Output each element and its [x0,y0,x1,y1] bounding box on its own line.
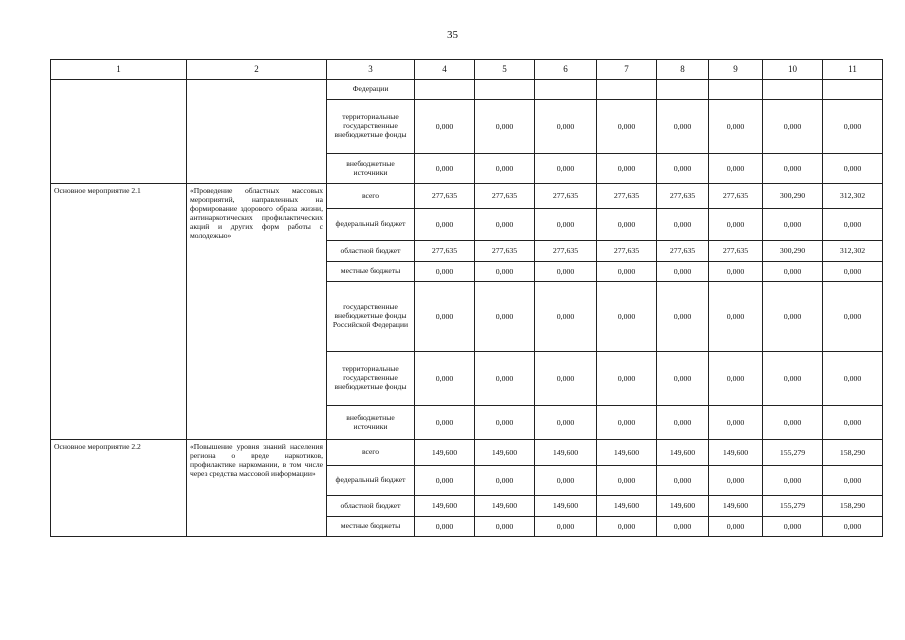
funding-value: 0,000 [597,282,657,352]
funding-value: 277,635 [475,184,535,209]
funding-table [50,59,883,537]
funding-value: 0,000 [475,262,535,282]
event-name: Основное мероприятие 2.1 [51,184,187,440]
column-header: 7 [597,60,657,80]
table-row [51,440,883,466]
funding-source: внебюджетные источники [327,154,415,184]
funding-value: 0,000 [823,154,883,184]
funding-value [763,80,823,100]
funding-value: 0,000 [763,154,823,184]
funding-value: 277,635 [657,184,709,209]
funding-source: территориальные государственные внебюджетные фонды [327,352,415,406]
funding-value: 277,635 [709,184,763,209]
column-header: 6 [535,60,597,80]
funding-value: 149,600 [475,496,535,517]
funding-value: 0,000 [535,262,597,282]
funding-value: 149,600 [709,440,763,466]
funding-source: всего [327,440,415,466]
funding-value: 0,000 [657,352,709,406]
funding-value: 0,000 [823,262,883,282]
funding-value: 0,000 [657,466,709,496]
funding-value [709,80,763,100]
funding-value: 0,000 [597,517,657,537]
funding-value: 0,000 [597,209,657,241]
funding-value: 312,302 [823,241,883,262]
table-row [51,184,883,209]
funding-value: 0,000 [535,154,597,184]
funding-source: федеральный бюджет [327,466,415,496]
funding-value: 149,600 [597,496,657,517]
funding-value: 277,635 [415,241,475,262]
funding-source: государственные внебюджетные фонды Российской Федерации [327,282,415,352]
funding-value: 0,000 [597,100,657,154]
funding-value: 0,000 [535,517,597,537]
funding-value: 312,302 [823,184,883,209]
funding-source: местные бюджеты [327,517,415,537]
column-header: 1 [51,60,187,80]
funding-value: 0,000 [823,517,883,537]
funding-value: 0,000 [475,282,535,352]
funding-value: 0,000 [709,100,763,154]
funding-source: местные бюджеты [327,262,415,282]
column-header: 11 [823,60,883,80]
funding-value: 0,000 [763,406,823,440]
funding-value [415,80,475,100]
funding-value: 0,000 [823,100,883,154]
funding-value: 300,290 [763,184,823,209]
funding-value: 149,600 [535,496,597,517]
funding-source: областной бюджет [327,241,415,262]
funding-value: 0,000 [823,466,883,496]
funding-value: 149,600 [597,440,657,466]
funding-source: федеральный бюджет [327,209,415,241]
funding-value: 149,600 [709,496,763,517]
funding-value: 0,000 [475,209,535,241]
funding-value: 0,000 [535,406,597,440]
event-description [187,80,327,184]
funding-value: 0,000 [415,517,475,537]
funding-value: 0,000 [823,352,883,406]
column-header: 9 [709,60,763,80]
funding-value: 0,000 [597,406,657,440]
funding-value: 0,000 [535,282,597,352]
event-name [51,80,187,184]
funding-value: 277,635 [535,241,597,262]
funding-source: территориальные государственные внебюджетные фонды [327,100,415,154]
column-header: 2 [187,60,327,80]
event-name: Основное мероприятие 2.2 [51,440,187,537]
funding-value: 149,600 [657,440,709,466]
funding-value: 0,000 [709,466,763,496]
funding-value: 0,000 [657,406,709,440]
funding-value: 0,000 [823,282,883,352]
funding-value: 149,600 [475,440,535,466]
funding-value: 0,000 [657,517,709,537]
column-header: 10 [763,60,823,80]
funding-value: 0,000 [709,154,763,184]
funding-value: 0,000 [415,154,475,184]
funding-value: 0,000 [709,209,763,241]
funding-value: 277,635 [597,241,657,262]
column-header: 4 [415,60,475,80]
funding-value: 0,000 [709,517,763,537]
funding-value: 0,000 [657,282,709,352]
funding-value: 0,000 [763,352,823,406]
funding-value: 0,000 [657,100,709,154]
funding-value: 149,600 [657,496,709,517]
funding-value: 0,000 [823,406,883,440]
funding-value: 0,000 [475,154,535,184]
funding-value: 158,290 [823,496,883,517]
funding-value: 0,000 [763,466,823,496]
funding-value [475,80,535,100]
funding-value: 0,000 [535,466,597,496]
funding-value: 155,279 [763,440,823,466]
event-description: «Повышение уровня знаний населения региона о вреде наркотиков, профилактике наркомании, в том числе через средства массовой информации» [187,440,327,537]
funding-value: 0,000 [709,352,763,406]
funding-value: 158,290 [823,440,883,466]
table-row [51,80,883,100]
funding-value: 0,000 [415,406,475,440]
funding-source: Федерации [327,80,415,100]
funding-value [535,80,597,100]
funding-value: 0,000 [535,352,597,406]
funding-value: 0,000 [415,209,475,241]
funding-value: 0,000 [763,517,823,537]
column-header: 8 [657,60,709,80]
funding-value: 0,000 [709,282,763,352]
funding-value: 0,000 [415,262,475,282]
event-description: «Проведение областных массовых мероприятий, направленных на формирование здорового образа жизни, антинаркотических профилактических акций и других форм работы с молодежью» [187,184,327,440]
funding-value: 0,000 [597,466,657,496]
funding-value: 0,000 [657,209,709,241]
funding-value: 0,000 [415,352,475,406]
funding-value [597,80,657,100]
funding-value: 0,000 [763,209,823,241]
funding-value: 0,000 [597,352,657,406]
funding-value: 0,000 [709,406,763,440]
funding-value: 149,600 [535,440,597,466]
funding-value: 0,000 [823,209,883,241]
funding-value: 277,635 [475,241,535,262]
funding-source: областной бюджет [327,496,415,517]
funding-value: 0,000 [475,352,535,406]
funding-value: 0,000 [535,100,597,154]
funding-value: 0,000 [709,262,763,282]
funding-value: 155,279 [763,496,823,517]
funding-value: 0,000 [763,262,823,282]
funding-value: 0,000 [657,154,709,184]
funding-value: 277,635 [597,184,657,209]
funding-value: 0,000 [415,466,475,496]
header-row [51,60,883,80]
funding-value: 0,000 [475,466,535,496]
funding-value: 0,000 [535,209,597,241]
funding-value: 0,000 [415,100,475,154]
column-header: 5 [475,60,535,80]
funding-value [823,80,883,100]
funding-value: 149,600 [415,440,475,466]
funding-value: 0,000 [475,517,535,537]
funding-source: внебюджетные источники [327,406,415,440]
funding-value: 0,000 [475,100,535,154]
funding-value: 277,635 [657,241,709,262]
funding-value: 0,000 [763,282,823,352]
funding-value [657,80,709,100]
funding-value: 0,000 [657,262,709,282]
funding-value: 277,635 [709,241,763,262]
page-number: 35 [447,29,458,41]
funding-value: 300,290 [763,241,823,262]
funding-value: 0,000 [597,262,657,282]
funding-value: 277,635 [415,184,475,209]
funding-value: 0,000 [475,406,535,440]
column-header: 3 [327,60,415,80]
funding-source: всего [327,184,415,209]
funding-value: 0,000 [415,282,475,352]
funding-value: 149,600 [415,496,475,517]
funding-value: 0,000 [597,154,657,184]
funding-value: 277,635 [535,184,597,209]
funding-value: 0,000 [763,100,823,154]
